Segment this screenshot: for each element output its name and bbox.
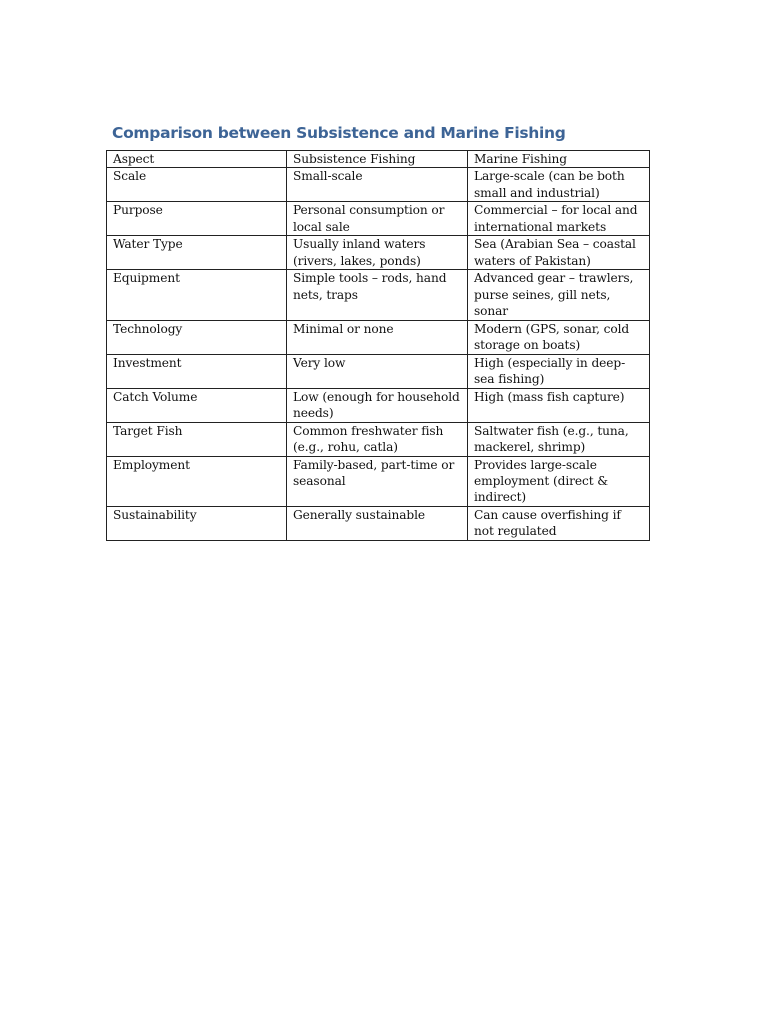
subsistence-cell: Family-based, part-time or seasonal bbox=[287, 456, 468, 506]
marine-cell: Advanced gear – trawlers, purse seines, gill nets, sonar bbox=[468, 270, 650, 320]
table-row bbox=[107, 236, 650, 270]
table-row bbox=[107, 354, 650, 388]
table-row bbox=[107, 506, 650, 540]
subsistence-cell: Simple tools – rods, hand nets, traps bbox=[287, 270, 468, 320]
comparison-table bbox=[106, 150, 650, 541]
header-cell-aspect: Aspect bbox=[107, 151, 287, 168]
aspect-cell: Target Fish bbox=[107, 422, 287, 456]
marine-cell: Sea (Arabian Sea – coastal waters of Pakistan) bbox=[468, 236, 650, 270]
document-title: Comparison between Subsistence and Marine Fishing bbox=[112, 124, 566, 142]
marine-cell: Commercial – for local and international markets bbox=[468, 202, 650, 236]
marine-cell: Large-scale (can be both small and industrial) bbox=[468, 168, 650, 202]
subsistence-cell: Minimal or none bbox=[287, 320, 468, 354]
table-row bbox=[107, 456, 650, 506]
aspect-cell: Equipment bbox=[107, 270, 287, 320]
aspect-cell: Sustainability bbox=[107, 506, 287, 540]
table-body bbox=[107, 151, 650, 541]
subsistence-cell: Small-scale bbox=[287, 168, 468, 202]
marine-cell: Modern (GPS, sonar, cold storage on boats) bbox=[468, 320, 650, 354]
subsistence-cell: Common freshwater fish (e.g., rohu, catla) bbox=[287, 422, 468, 456]
table-header-row bbox=[107, 151, 650, 168]
table-row bbox=[107, 388, 650, 422]
table-row bbox=[107, 202, 650, 236]
table-row bbox=[107, 320, 650, 354]
marine-cell: Saltwater fish (e.g., tuna, mackerel, shrimp) bbox=[468, 422, 650, 456]
aspect-cell: Purpose bbox=[107, 202, 287, 236]
aspect-cell: Employment bbox=[107, 456, 287, 506]
marine-cell: High (mass fish capture) bbox=[468, 388, 650, 422]
marine-cell: Can cause overfishing if not regulated bbox=[468, 506, 650, 540]
subsistence-cell: Usually inland waters (rivers, lakes, ponds) bbox=[287, 236, 468, 270]
table-row bbox=[107, 168, 650, 202]
subsistence-cell: Low (enough for household needs) bbox=[287, 388, 468, 422]
table-row bbox=[107, 270, 650, 320]
table-row bbox=[107, 422, 650, 456]
aspect-cell: Technology bbox=[107, 320, 287, 354]
header-cell-subsistence: Subsistence Fishing bbox=[287, 151, 468, 168]
marine-cell: Provides large-scale employment (direct & indirect) bbox=[468, 456, 650, 506]
aspect-cell: Catch Volume bbox=[107, 388, 287, 422]
subsistence-cell: Very low bbox=[287, 354, 468, 388]
subsistence-cell: Personal consumption or local sale bbox=[287, 202, 468, 236]
marine-cell: High (especially in deep-sea fishing) bbox=[468, 354, 650, 388]
subsistence-cell: Generally sustainable bbox=[287, 506, 468, 540]
aspect-cell: Water Type bbox=[107, 236, 287, 270]
aspect-cell: Investment bbox=[107, 354, 287, 388]
aspect-cell: Scale bbox=[107, 168, 287, 202]
header-cell-marine: Marine Fishing bbox=[468, 151, 650, 168]
